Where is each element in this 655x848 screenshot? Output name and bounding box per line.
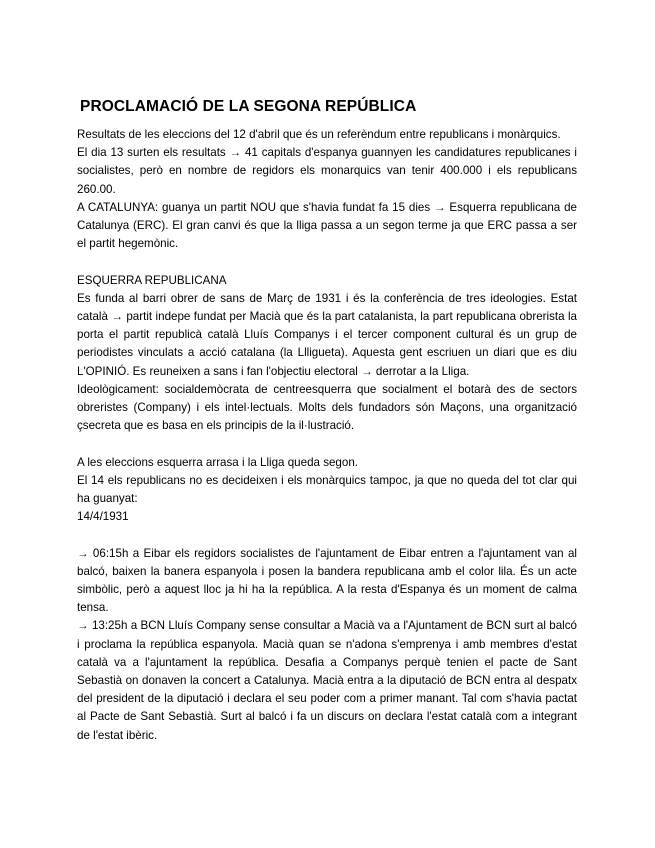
paragraph-results-13: El dia 13 surten els resultats → 41 capitals d'espanya guannyen les candidatures republicanes i socialistes, però en nombre de regidors els monarquics van tenir 400.000 i els republicans 260.00.: [77, 146, 577, 196]
paragraph-elections: A les eleccions esquerra arrasa i la Lliga queda segon.: [77, 455, 359, 469]
paragraph-eibar: → 06:15h a Eibar els regidors socialistes de l'ajuntament de Eibar entren a l'ajuntament van al balcó, baixen la banera espanyola i posen la bandera republicana amb el color lila. És un acte simbòlic, però a aquest lloc ja hi ha la república. A la resta d'Espanya és un moment de calma tensa.: [77, 546, 577, 615]
paragraph-bcn: → 13:25h a BCN Lluís Company sense consultar a Macià va a l'Ajuntament de BCN surt al balcó i proclama la república espanyola. Macià quan se n'adona s'emprenya i amb membres d'estat català va a l'ajuntament la república. Desafia a Companys perquè tenien el pacte de Sant Sebastià on donaven la concert a Catalunya. Macià entra a la diputació de BCN entra al despatx del president de la diputació i declara el seu poder com a primer manant. Tal com s'havia pactat al Pacte de Sant Sebastià. Surt al balcó i fa un discurs on declara l'estat català com a integrant de l'estat ibèric.: [77, 619, 577, 742]
spacer: [77, 435, 577, 453]
spacer: [77, 526, 577, 544]
paragraph-results-intro: Resultats de les eleccions del 12 d'abril que és un referèndum entre republicans i monàrquics.: [77, 128, 561, 141]
page-title: PROCLAMACIÓ DE LA SEGONA REPÚBLICA: [80, 98, 417, 115]
spacer: [77, 253, 577, 271]
paragraph-date: 14/4/1931: [77, 510, 129, 524]
document-body: [77, 126, 577, 745]
paragraph-catalunya: A CATALUNYA: guanya un partit NOU que s'havia fundat fa 15 dies → Esquerra republicana de Catalunya (ERC). El gran canvi és que la lliga passa a un segon terme ja que ERC passa a ser el partit hegemònic.: [77, 200, 577, 251]
paragraph-14: El 14 els republicans no es decideixen i els monàrquics tampoc, ja que no queda del tot clar qui ha guanyat:: [77, 473, 577, 506]
paragraph-erc-foundation: Es funda al barri obrer de sans de Març de 1931 i és la conferència de tres ideologies. Estat català → partit indepe fundat per Macià que és la part catalanista, la part republicana obrerista la porta el partit republicà català Lluís Companys i el tercer component cultural és un grup de periodistes vinculats a acció catalana (la Llligueta). Aquesta gent escriuen un diari que es diu L'OPINIÓ. Es reuneixen a sans i fan l'objectiu electoral → derrotar a la Lliga.: [77, 291, 577, 378]
section-heading-erc: ESQUERRA REPUBLICANA: [77, 273, 227, 287]
paragraph-ideology: Ideològicament: socialdemòcrata de centreesquerra que socialment el botarà des de sectors obreristes (Company) i els intel·lectuals. Molts dels fundadors són Maçons, una organització çsecreta que es basa en els principis de la il·lustració.: [77, 382, 577, 433]
